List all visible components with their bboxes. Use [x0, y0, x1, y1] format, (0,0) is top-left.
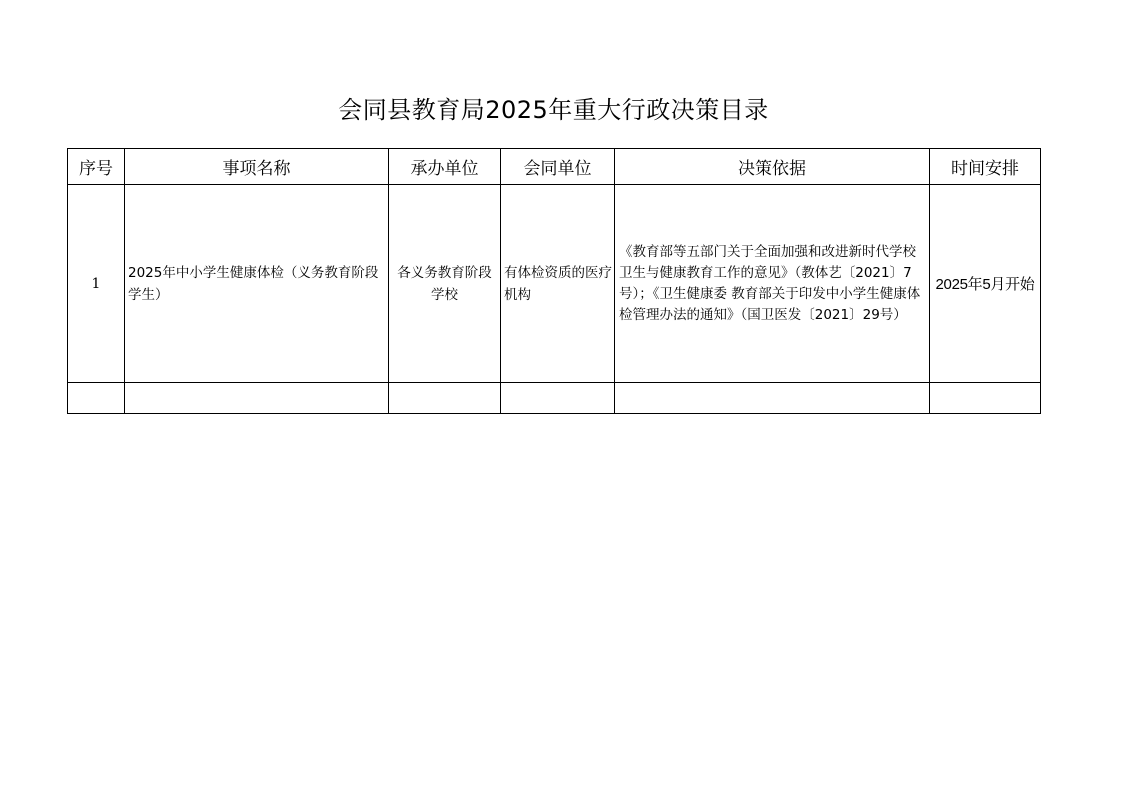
empty-cell: [501, 383, 615, 414]
empty-cell: [389, 383, 501, 414]
empty-cell: [615, 383, 930, 414]
cell-schedule: 2025年5月开始: [930, 185, 1041, 383]
cell-host-unit: 各义务教育阶段学校: [389, 185, 501, 383]
cell-coop-unit: 有体检资质的医疗机构: [501, 185, 615, 383]
column-header-seq: 序号: [68, 149, 125, 185]
column-header-item-name: 事项名称: [125, 149, 389, 185]
page-title: 会同县教育局2025年重大行政决策目录: [338, 96, 769, 124]
cell-item-name: 2025年中小学生健康体检（义务教育阶段学生）: [125, 185, 389, 383]
table-row: [68, 185, 1041, 383]
table-header-row: [68, 149, 1041, 185]
cell-basis: 《教育部等五部门关于全面加强和改进新时代学校卫生与健康教育工作的意见》（教体艺〔2021〕7号）；《卫生健康委 教育部关于印发中小学生健康体检管理办法的通知》（国卫医发〔2021〕29号）: [615, 185, 930, 383]
table-row-empty: [68, 383, 1041, 414]
cell-seq: 1: [68, 185, 125, 383]
empty-cell: [125, 383, 389, 414]
empty-cell: [68, 383, 125, 414]
empty-cell: [930, 383, 1041, 414]
column-header-coop-unit: 会同单位: [501, 149, 615, 185]
column-header-host-unit: 承办单位: [389, 149, 501, 185]
decision-catalog-table: [67, 148, 1041, 414]
column-header-schedule: 时间安排: [930, 149, 1041, 185]
column-header-basis: 决策依据: [615, 149, 930, 185]
